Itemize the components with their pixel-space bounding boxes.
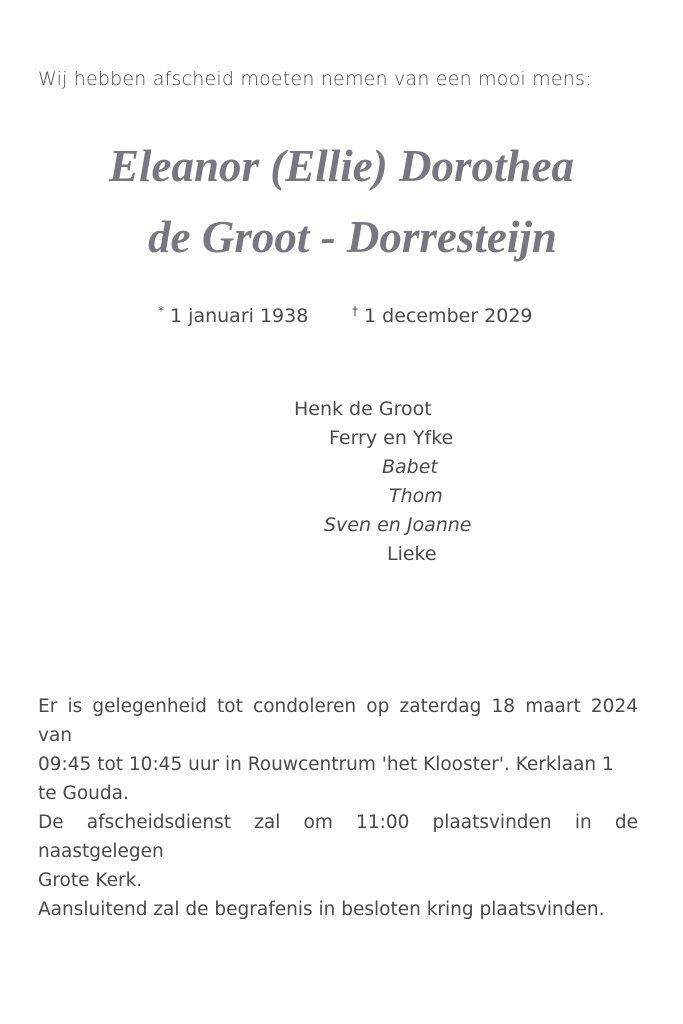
family-member: Sven en Joanne bbox=[324, 514, 472, 536]
death-symbol: † bbox=[352, 304, 358, 318]
family-member: Thom bbox=[389, 485, 443, 507]
service-line: Grote Kerk. bbox=[38, 870, 143, 891]
deceased-name-line-1: Eleanor (Ellie) Dorothea bbox=[108, 141, 574, 191]
death-date bbox=[352, 305, 533, 327]
condolence-line: te Gouda. bbox=[38, 783, 129, 804]
family-member: Babet bbox=[382, 456, 438, 478]
family-member: Henk de Groot bbox=[294, 398, 432, 420]
birth-symbol: * bbox=[158, 304, 164, 318]
deceased-name-line-2: de Groot - Dorresteijn bbox=[148, 212, 557, 262]
death-date-text: 1 december 2029 bbox=[364, 305, 533, 327]
family-member: Ferry en Yfke bbox=[329, 427, 454, 449]
condolence-line: 09:45 tot 10:45 uur in Rouwcentrum 'het Klooster'. Kerklaan 1 bbox=[38, 754, 614, 775]
service-line: Aansluitend zal de begrafenis in besloten kring plaatsvinden. bbox=[38, 899, 605, 920]
birth-date bbox=[158, 305, 308, 327]
intro-text: Wij hebben afscheid moeten nemen van een mooi mens: bbox=[38, 68, 592, 90]
condolence-line: Er is gelegenheid tot condoleren op zaterdag 18 maart 2024 van bbox=[38, 696, 638, 746]
condolence-paragraph bbox=[38, 692, 638, 808]
service-line: De afscheidsdienst zal om 11:00 plaatsvinden in de naastgelegen bbox=[38, 812, 638, 862]
family-member: Lieke bbox=[387, 543, 437, 565]
birth-date-text: 1 januari 1938 bbox=[170, 305, 309, 327]
service-paragraph bbox=[38, 808, 638, 924]
